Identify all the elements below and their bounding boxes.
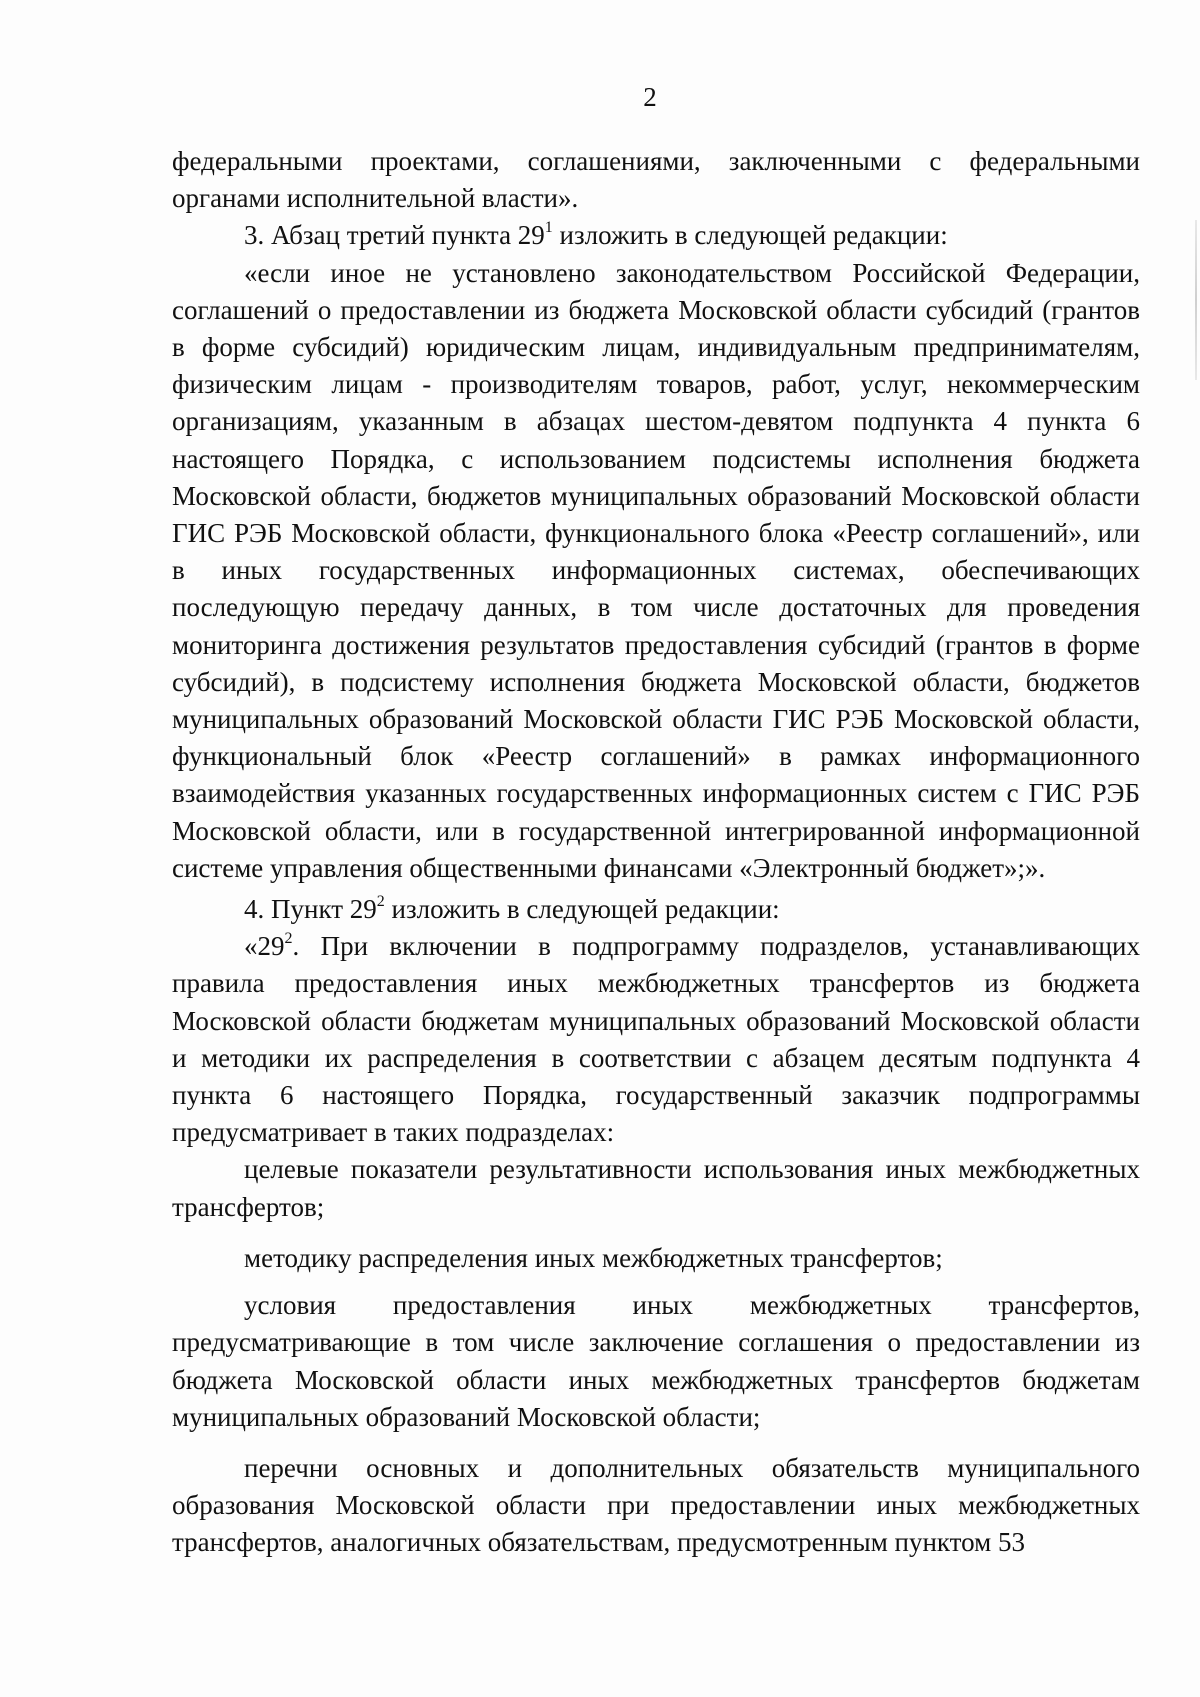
paragraph-item-3-heading	[172, 217, 1140, 254]
paragraph-conditions	[172, 1287, 1140, 1436]
paragraph-text: «если иное не установлено законодательством Российской Федерации, соглашений о предоставлении из бюджета Московской области субсидий (грантов в форме субсидий) юридическим лицам, индивидуальным предпринимателям, физическим лицам - производителям товаров, работ, услуг, некоммерческим организациям, указанным в абзацах шестом-девятом подпункта 4 пункта 6 настоящего Порядка, с использованием подсистемы исполнения бюджета Московской области, бюджетов муниципальных образований Московской области ГИС РЭБ Московской области, функционального блока «Реестр соглашений», или в иных государственных информационных системах, обеспечивающих последующую передачу данных, в том числе достаточных для проведения мониторинга достижения результатов предоставления субсидий (грантов в форме субсидий), в подсистему исполнения бюджета Московской области, бюджетов муниципальных образований Московской области ГИС РЭБ Московской области, функциональный блок «Реестр соглашений» в рамках информационного взаимодействия указанных государственных информационных систем с ГИС РЭБ Московской области, или в государственной интегрированной информационной системе управления общественными финансами «Электронный бюджет»;».	[172, 257, 1140, 883]
superscript: 1	[544, 219, 553, 237]
paragraph-text-before: 3. Абзац третий пункта 29	[244, 220, 545, 251]
superscript: 2	[376, 893, 385, 911]
paragraph-text: методику распределения иных межбюджетных трансфертов;	[244, 1242, 943, 1273]
page-number: 2	[643, 82, 657, 112]
paragraph-text: условия предоставления иных межбюджетных трансфертов, предусматривающие в том числе заключение соглашения о предоставлении из бюджета Московской области иных межбюджетных трансфертов бюджетам муниципальных образований Московской области;	[172, 1290, 1140, 1432]
superscript: 2	[284, 930, 293, 948]
paragraph-item-3-quote	[172, 255, 1140, 887]
paragraph-text: федеральными проектами, соглашениями, заключенными с федеральными органами исполнительной власти».	[172, 146, 1140, 214]
paragraph-text-after: изложить в следующей редакции:	[384, 894, 780, 925]
paragraph-text-before: 4. Пункт 29	[244, 894, 377, 925]
paragraph-text-after: . При включении в подпрограмму подразделов, устанавливающих правила предоставления иных межбюджетных трансфертов из бюджета Московской области бюджетам муниципальных образований Московской области и методики их распределения в соответствии с абзацем десятым подпункта 4 пункта 6 настоящего Порядка, государственный заказчик подпрограммы предусматривает в таких подразделах:	[172, 931, 1140, 1148]
paragraph-text-after: изложить в следующей редакции:	[552, 220, 948, 251]
paragraph-text: перечни основных и дополнительных обязательств муниципального образования Московской области при предоставлении иных межбюджетных трансфертов, аналогичных обязательствам, предусмотренным пунктом 53	[172, 1452, 1140, 1558]
paragraph-text-before: «29	[244, 931, 285, 962]
paragraph-methodology	[172, 1240, 1140, 1277]
paragraph-item-4-heading	[172, 891, 1140, 928]
paragraph-text: целевые показатели результативности использования иных межбюджетных трансфертов;	[172, 1154, 1140, 1222]
paragraph-item-4-quote	[172, 928, 1140, 1151]
paragraph-obligations	[172, 1450, 1140, 1562]
paragraph-continuation	[172, 143, 1140, 217]
document-body	[172, 143, 1140, 1562]
paragraph-targets	[172, 1151, 1140, 1225]
scan-edge-mark	[1195, 220, 1197, 380]
